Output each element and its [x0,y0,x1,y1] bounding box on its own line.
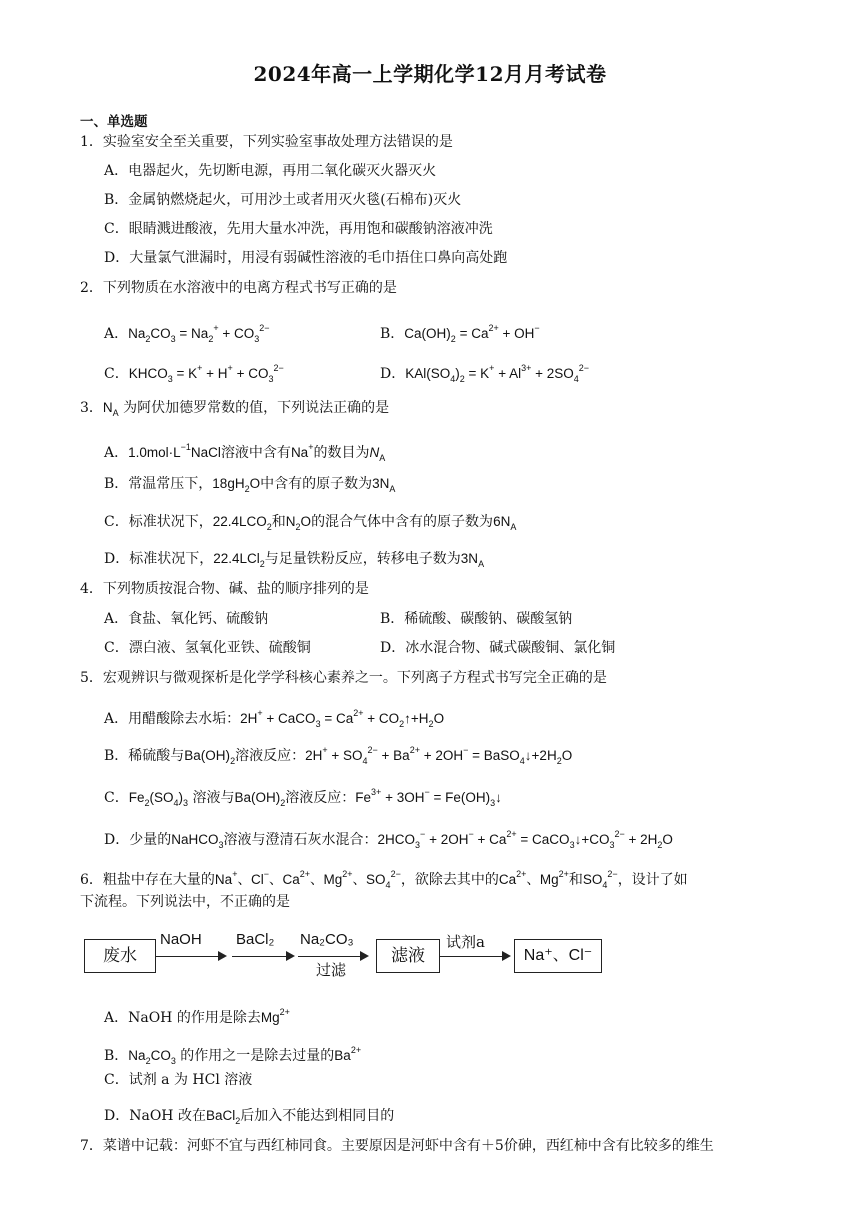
question-3-option-a: A．$1.0mol\cdot L^{-1}NaCl$溶液中含有Na+的数目为$N_A$ [104,442,386,463]
question-4-option-a: A．食盐、氧化钙、硫酸钠 [104,611,269,627]
question-2-option-a [104,318,270,349]
flow-arrow-3 [298,956,362,957]
question-2-stem: 2．下列物质在水溶液中的电离方程式书写正确的是 [80,280,397,296]
process-flowchart [84,928,604,984]
question-3-stem: 3．$N_A$ 为阿伏加德罗常数的值，下列说法正确的是 [80,400,390,418]
question-6-stem: 6．粗盐中存在大量的Na+、Cl−、$Ca^{2+}$、$Mg^{2+}$、$SO_4^{2-}$，欲除去其中的$Ca^{2+}$、$Mg^{2+}$和$SO_4^{2-}$，设计了如 [80,869,688,890]
flow-arrow-2 [232,956,288,957]
equation-c: $KHCO_3 = K^+ + H^+ + CO_3^{2-}$ [128,363,284,384]
question-5-option-a: A．用醋酸除去水垢：2H+ + CaCO$_3$ = $Ca^{2+}$ + $CO_2↑+H_2O$ [104,708,445,729]
question-3-option-b: B．常温常压下，$18gH_2O$中含有的原子数为$3N_A$ [104,476,396,494]
flow-label-reagent-a: 试剂a [446,933,485,951]
option-label: D． [380,366,406,382]
page-title: 2024年高一上学期化学12月月考试卷 [253,62,607,86]
question-4-option-b: B．稀硫酸、碳酸钠、碳酸氢钠 [380,611,573,627]
equation-d: $KAl(SO_4)_2 = K^+ + Al^{3+} + 2SO_4^{2-}$ [405,363,590,384]
question-6-option-c: C．试剂 a 为 HCl 溶液 [104,1072,253,1088]
flow-label-na2co3: Na₂CO₃ [300,931,354,948]
question-6-option-d: D．NaOH 改在BaCl$_2$后加入不能达到相同目的 [104,1108,395,1126]
question-3-option-c: C．标准状况下，$22.4LCO_2$和$N_2O$的混合气体中含有的原子数为$6N_A$ [104,514,517,532]
option-label: C． [104,366,129,382]
question-2-option-c [104,358,284,389]
flow-box-wastewater: 废水 [84,939,156,973]
question-5-option-c: C．$Fe_2(SO_4)_3$ 溶液与$Ba(OH)_2$溶液反应：$Fe^{3+} + 3OH^-$ = $Fe(OH)_3↓$ [104,787,502,808]
question-6-option-a: A．NaOH 的作用是除去$Mg^{2+}$ [104,1007,290,1026]
question-1-option-c: C．眼睛溅进酸液，先用大量水冲洗，再用饱和碳酸钠溶液冲洗 [104,221,493,237]
question-1-stem: 1．实验室安全至关重要，下列实验室事故处理方法错误的是 [80,134,453,150]
avogadro-symbol: $N_A$ [102,400,119,418]
question-3-option-d: D．标准状况下，22.4LCl$_2$与足量铁粉反应，转移电子数为$3N_A$ [104,551,485,569]
equation-a: $Na_2CO_3 = Na_2^+ + CO_3^{2-}$ [128,323,270,344]
question-1-option-d: D．大量氯气泄漏时，用浸有弱碱性溶液的毛巾捂住口鼻向高处跑 [104,250,508,266]
question-6-option-b: B．$Na_2CO_3$ 的作用之一是除去过量的$Ba^{2+}$ [104,1045,362,1066]
flow-arrow-4 [440,956,504,957]
question-1-option-b: B．金属钠燃烧起火，可用沙土或者用灭火毯(石棉布)灭火 [104,192,462,208]
question-2-option-d [380,358,589,389]
flow-box-filtrate: 滤液 [376,939,440,973]
arrow-icon [218,951,227,961]
question-5-option-b: B．稀硫酸与$Ba(OH)_2$溶液反应：$2H^+ + SO_4^{2-} + Ba^{2+} + 2OH^-$ = $BaSO_4↓+2H_2O$ [104,745,573,766]
flow-label-bacl2: BaCl₂ [236,931,275,948]
question-4-option-c: C．漂白液、氢氧化亚铁、硫酸铜 [104,640,311,656]
question-6-stem-line2: 下流程。下列说法中，不正确的是 [80,894,290,910]
question-5-stem: 5．宏观辨识与微观探析是化学学科核心素养之一。下列离子方程式书写完全正确的是 [80,670,607,686]
question-1-option-a: A．电器起火，先切断电源，再用二氧化碳灭火器灭火 [104,163,437,179]
option-label: A． [104,326,129,342]
question-5-option-d: D．少量的NaHCO$_3$溶液与澄清石灰水混合：$2HCO_3^- + 2OH^- + Ca^{2+}$ = $CaCO_3↓+CO_3^{2-} + 2H_2O$ [104,829,673,850]
option-label: B． [380,326,405,342]
flow-label-filter: 过滤 [316,961,347,979]
flow-label-naoh: NaOH [160,931,202,948]
equation-b: $Ca(OH)_2 = Ca^{2+} + OH^-$ [404,323,540,344]
arrow-icon [502,951,511,961]
flow-arrow-1 [156,956,220,957]
arrow-icon [286,951,295,961]
flow-box-result: Na⁺、Cl⁻ [514,939,602,973]
question-4-stem: 4．下列物质按混合物、碱、盐的顺序排列的是 [80,581,369,597]
question-4-option-d: D．冰水混合物、碱式碳酸铜、氯化铜 [380,640,616,656]
question-7-stem: 7．菜谱中记载：河虾不宜与西红柿同食。主要原因是河虾中含有＋5价砷，西红柿中含有比较多的维生 [80,1138,714,1154]
section-heading: 一、单选题 [80,114,148,130]
question-2-option-b [380,318,540,349]
arrow-icon [360,951,369,961]
